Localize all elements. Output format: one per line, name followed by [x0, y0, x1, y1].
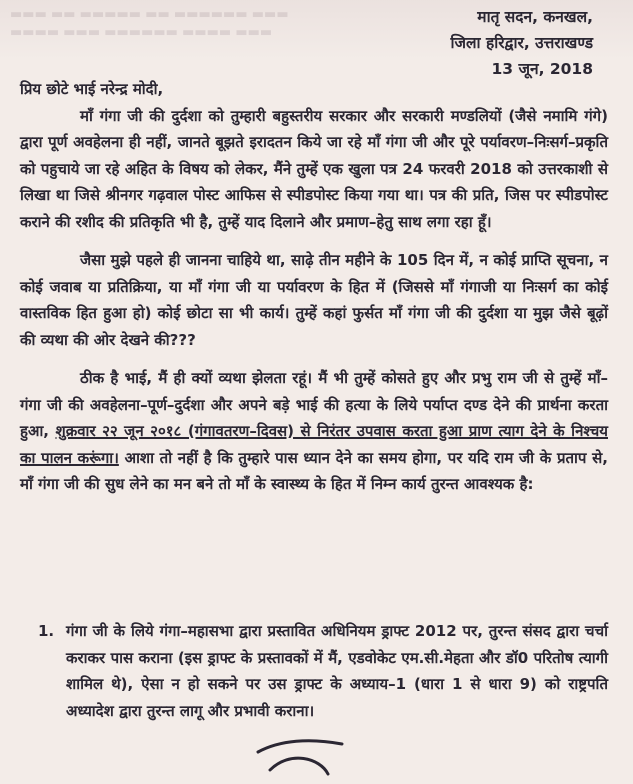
address-line-1: मातृ सदन, कनखल, — [477, 8, 593, 26]
list-item-text: गंगा जी के लिये गंगा–महासभा द्वारा प्रस्तावित अधिनियम ड्राफ्ट 2012 पर, तुरन्त संसद द्वारा चर्चा कराकर पास कराना (इस ड्राफ्ट के प्रस्तावकों में मैं, एडवोकेट एम.सी.मेहता और डॉ0 परितोष त्यागी शामिल थे), ऐसा न हो सकने पर उस ड्राफ्ट के अध्याय–1 (धारा 1 से धारा 9) को राष्ट्रपति अध्यादेश द्वारा तुरन्त लागू और प्रभावी कराना। — [66, 622, 608, 720]
address-line-2: जिला हरिद्वार, उत्तराखण्ड — [450, 34, 593, 52]
letter-body — [20, 76, 608, 498]
list-item-number: 1. — [38, 622, 55, 640]
signature-mark — [250, 730, 360, 780]
salutation: प्रिय छोटे भाई नरेन्द्र मोदी, — [20, 80, 164, 98]
demand-list — [38, 618, 608, 724]
paragraph-3-start: ठीक है भाई, मैं ही क्यों व्यथा झेलता रहूं। मैं भी तुम्हें कोसते हुए और प्रभु राम जी से तुम्हें माँ–गंगा जी की अवहेलना–पूर्ण–दुर्दशा और अपने बड़े भाई की हत्या के लिये पर्याप्त दण्ड देने की प्रार्थना करता हुआ, — [20, 369, 608, 440]
paragraph-1: माँ गंगा जी की दुर्दशा को तुम्हारी बहुस्तरीय सरकार और सरकारी मण्डलियों (जैसे नमामि गंगे) द्वारा पूर्ण अवहेलना ही नहीं, जानते बूझते इरादतन किये जा रहे माँ गंगा जी और पूरे पर्यावरण–निःसर्ग–प्रकृति को पहुचाये जा रहे अहित के विषय को लेकर, मैंने तुम्हें एक खुला पत्र 24 फरवरी 2018 को उत्तरकाशी से लिखा था जिसे श्रीनगर गढ़वाल पोस्ट आफिस से स्पीडपोस्ट किया गया था। पत्र की प्रति, जिस पर स्पीडपोस्ट कराने की रशीद की प्रतिकृति भी है, तुम्हें याद दिलाने और प्रमाण–हेतु साथ लगा रहा हूँ। — [20, 106, 608, 231]
letter-date: 13 जून, 2018 — [491, 60, 593, 78]
paragraph-3-end: आशा तो नहीं है कि तुम्हारे पास ध्यान देने का समय होगा, पर यदि राम जी के प्रताप से, माँ गंगा जी की सुध लेने का मन बने तो माँ के स्वास्थ्य के हित में निम्न कार्य तुरन्त आवश्यक है: — [20, 448, 608, 493]
fast-declaration-underlined: शुक्रवार २२ जून २०१८ (गंगावतरण–दिवस) से निरंतर उपवास करता हुआ प्राण त्याग देने के निश्चय का पालन करूंगा। — [20, 422, 608, 467]
sender-address — [451, 4, 593, 82]
paragraph-2: जैसा मुझे पहले ही जानना चाहिये था, साढ़े तीन महीने के 105 दिन में, न कोई प्राप्ति सूचना, न कोई जवाब या प्रतिक्रिया, या माँ गंगा जी या पर्यावरण के हित में (जिससे माँ गंगाजी या निःसर्ग का कोई वास्तविक हित हुआ हो) कोई छोटा सा भी कार्य। तुम्हें कहां फुर्सत माँ गंगा जी की दुर्दशा या मुझ जैसे बूढ़ों की व्यथा की ओर देखने की??? — [20, 251, 608, 349]
bleed-through-text: ▬▬▬ ▬▬ ▬▬▬▬▬ ▬▬ ▬▬▬▬▬▬ ▬▬▬ ▬▬▬▬ ▬▬▬ ▬▬▬▬▬▬ ▬▬▬▬ ▬▬▬ — [10, 7, 289, 40]
paragraph-3 — [20, 365, 608, 498]
